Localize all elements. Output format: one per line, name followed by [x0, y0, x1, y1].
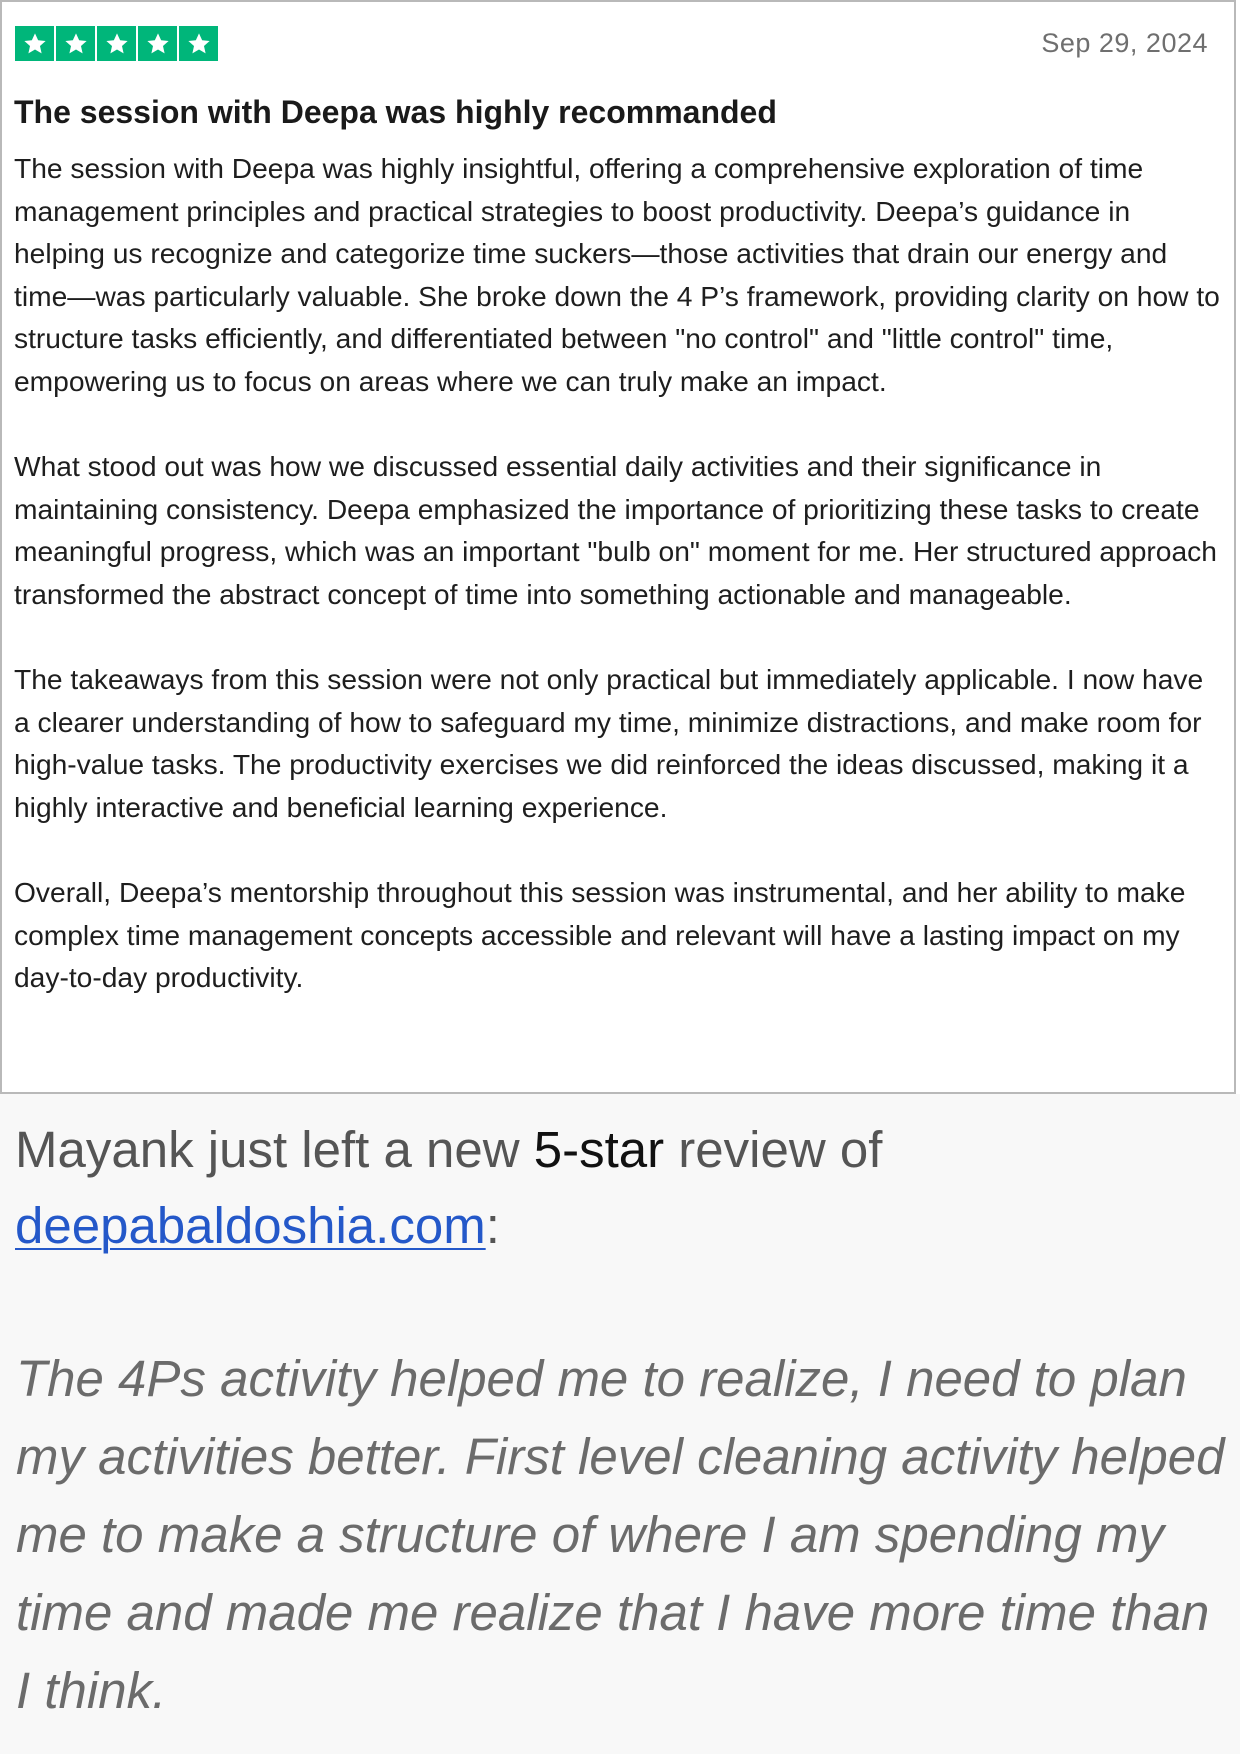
review-paragraph: The takeaways from this session were not only practical but immediately applicable. I now have a clearer understanding of how to safeguard my time, minimize distractions, and make room for high-value tasks. The productivity exercises we did reinforced the ideas discussed, making it a highly interactive and beneficial learning experience.	[14, 663, 1204, 823]
review-quote: The 4Ps activity helped me to realize, I need to plan my activities better. First level cleaning activity helped me to make a structure of where I am spending my time and made me realize that I have more time than I think.	[16, 1350, 1225, 1719]
site-link[interactable]: deepabaldoshia.com	[15, 1197, 486, 1254]
star-icon	[138, 26, 177, 61]
review-date: Sep 29, 2024	[1041, 28, 1208, 58]
review-body	[14, 147, 1226, 999]
star-icon	[56, 26, 95, 61]
notice-middle: review of	[678, 1121, 883, 1178]
notice-rating: 5-star	[533, 1121, 665, 1178]
star-icon	[179, 26, 218, 61]
star-icon	[97, 26, 136, 61]
star-icon	[15, 26, 54, 61]
review-paragraph: The session with Deepa was highly insightful, offering a comprehensive exploration of time management principles and practical strategies to boost productivity. Deepa’s guidance in helping us recognize and categorize time suckers—those activities that drain our energy and time—was particularly valuable. She broke down the 4 P’s framework, providing clarity on how to structure tasks efficiently, and differentiated between "no control" and "little control" time, empowering us to focus on areas where we can truly make an impact.	[14, 152, 1220, 397]
review-paragraph: Overall, Deepa’s mentorship throughout this session was instrumental, and her ability to make complex time management concepts accessible and relevant will have a lasting impact on my day-to-day productivity.	[14, 876, 1186, 994]
star-rating	[15, 26, 218, 61]
notice-prefix: Mayank just left a new	[15, 1121, 520, 1178]
review-title: The session with Deepa was highly recommanded	[14, 94, 777, 130]
new-review-notice	[0, 1094, 1240, 1754]
review-paragraph: What stood out was how we discussed essential daily activities and their significance in maintaining consistency. Deepa emphasized the importance of prioritizing these tasks to create meaningful progress, which was an important "bulb on" moment for me. Her structured approach transformed the abstract concept of time into something actionable and manageable.	[14, 450, 1217, 610]
notice-headline	[15, 1112, 1215, 1264]
notice-suffix: :	[485, 1197, 500, 1254]
